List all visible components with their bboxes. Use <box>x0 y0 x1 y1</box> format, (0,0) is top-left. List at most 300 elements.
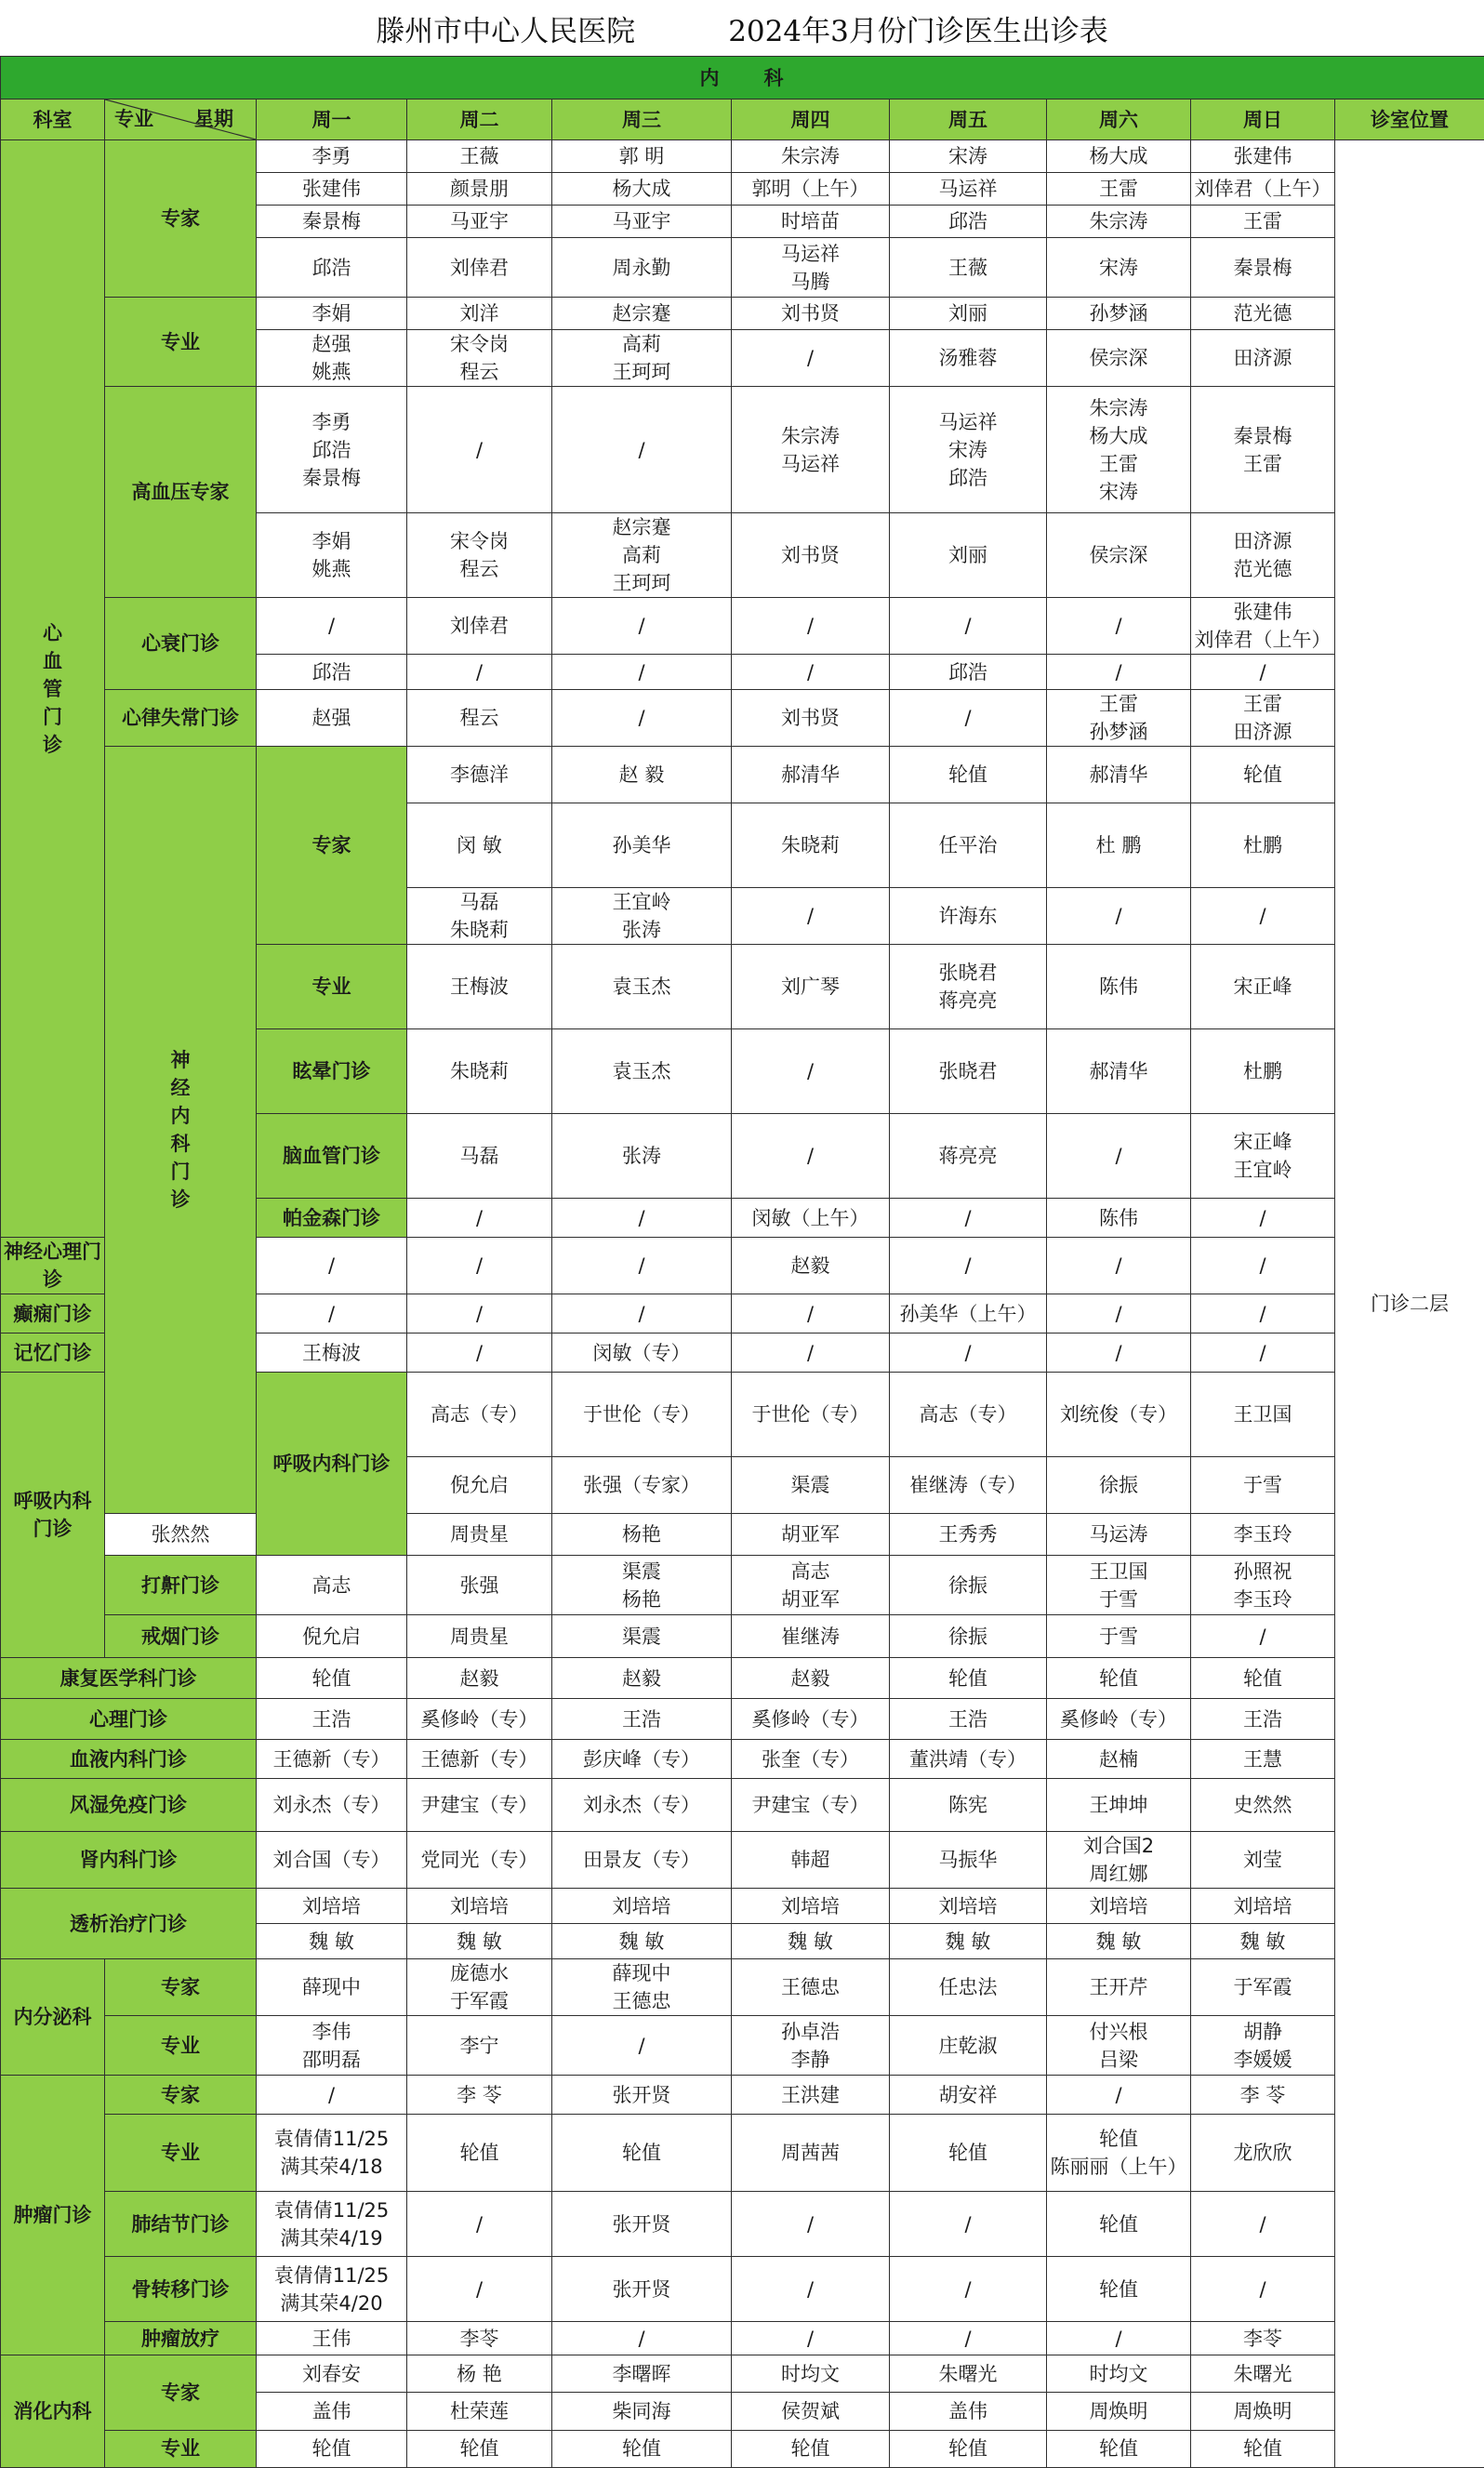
doctor-cell: 王坤坤 <box>1047 1779 1191 1832</box>
doctor-cell: 张建伟 <box>257 173 407 206</box>
doctor-cell: 许海东 <box>890 888 1047 945</box>
doctor-cell: 王梅波 <box>407 945 552 1029</box>
doctor-cell: 孙照祝 李玉玲 <box>1191 1556 1335 1615</box>
doctor-cell: 邱浩 <box>257 655 407 690</box>
doctor-cell: 高志 胡亚军 <box>732 1556 890 1615</box>
doctor-cell: 颜景朋 <box>407 173 552 206</box>
doctor-cell: 马磊 朱晓莉 <box>407 888 552 945</box>
doctor-cell: 李宁 <box>407 2016 552 2076</box>
schedule-row <box>1 690 1484 747</box>
doctor-cell: 郝清华 <box>732 747 890 803</box>
doctor-cell: / <box>407 1334 552 1373</box>
schedule-row <box>1 2430 1484 2467</box>
header-specialty: 专业 <box>114 105 153 133</box>
doctor-cell: 彭庆峰（专） <box>552 1740 732 1779</box>
doctor-cell: / <box>732 1294 890 1334</box>
doctor-cell: / <box>732 1334 890 1373</box>
doctor-cell: 王雷 <box>1047 173 1191 206</box>
department-name: 呼吸内科 门诊 <box>1 1373 105 1658</box>
doctor-cell: 轮值 <box>1047 2430 1191 2467</box>
specialty-name: 神经心理门诊 <box>1 1238 105 1294</box>
doctor-cell: 陈宪 <box>890 1779 1047 1832</box>
doctor-cell: 朱晓莉 <box>407 1029 552 1114</box>
header-day: 周六 <box>1047 100 1191 140</box>
doctor-cell: 李 苓 <box>407 2076 552 2115</box>
doctor-cell: 王德新（专） <box>407 1740 552 1779</box>
doctor-cell: 杜鹏 <box>1191 803 1335 888</box>
doctor-cell: / <box>1191 1615 1335 1658</box>
doctor-cell: 杨大成 <box>1047 140 1191 173</box>
doctor-cell: 任平治 <box>890 803 1047 888</box>
doctor-cell: 张涛 <box>552 1114 732 1199</box>
specialty-name: 记忆门诊 <box>1 1334 105 1373</box>
doctor-cell: 轮值 <box>257 1658 407 1699</box>
doctor-cell: 崔继涛 <box>732 1615 890 1658</box>
doctor-cell: 魏 敏 <box>1047 1924 1191 1959</box>
header-day: 周日 <box>1191 100 1335 140</box>
doctor-cell: 周焕明 <box>1191 2393 1335 2430</box>
doctor-cell: 刘培培 <box>890 1889 1047 1924</box>
doctor-cell: 张建伟 刘倖君（上午） <box>1191 598 1335 655</box>
department-name: 透析治疗门诊 <box>1 1889 257 1959</box>
doctor-cell: 周永勤 <box>552 238 732 298</box>
doctor-cell: 张然然 <box>105 1514 257 1556</box>
doctor-cell: / <box>890 598 1047 655</box>
header-dept: 科室 <box>1 100 105 140</box>
doctor-cell: 奚修岭（专） <box>407 1699 552 1740</box>
doctor-cell: 王梅波 <box>257 1334 407 1373</box>
specialty-name: 眩晕门诊 <box>257 1029 407 1114</box>
doctor-cell: 渠震 <box>732 1457 890 1514</box>
schedule-row <box>1 2257 1484 2322</box>
specialty-name: 呼吸内科门诊 <box>257 1373 407 1556</box>
doctor-cell: 孙卓浩 李静 <box>732 2016 890 2076</box>
doctor-cell: 柴同海 <box>552 2393 732 2430</box>
doctor-cell: / <box>407 1294 552 1334</box>
doctor-cell: 杨大成 <box>552 173 732 206</box>
doctor-cell: 田济源 <box>1191 330 1335 387</box>
specialty-name: 专家 <box>105 1959 257 2016</box>
schedule-row <box>1 298 1484 330</box>
doctor-cell: 李曙晖 <box>552 2355 732 2393</box>
schedule-row <box>1 387 1484 513</box>
doctor-cell: 刘永杰（专） <box>552 1779 732 1832</box>
doctor-cell: 朱宗涛 <box>732 140 890 173</box>
doctor-cell: 王薇 <box>407 140 552 173</box>
doctor-cell: 郭明（上午） <box>732 173 890 206</box>
doctor-cell: 袁玉杰 <box>552 1029 732 1114</box>
doctor-cell: 渠震 杨艳 <box>552 1556 732 1615</box>
doctor-cell: / <box>552 2016 732 2076</box>
doctor-cell: 马亚宇 <box>407 206 552 238</box>
doctor-cell: 轮值 <box>552 2430 732 2467</box>
doctor-cell: 徐振 <box>890 1615 1047 1658</box>
doctor-cell: / <box>890 2192 1047 2257</box>
doctor-cell: 党同光（专） <box>407 1832 552 1889</box>
doctor-cell: 王德新（专） <box>257 1740 407 1779</box>
department-name: 内分泌科 <box>1 1959 105 2076</box>
doctor-cell: 马运涛 <box>1047 1514 1191 1556</box>
doctor-cell: / <box>1047 2076 1191 2115</box>
doctor-cell: 魏 敏 <box>890 1924 1047 1959</box>
doctor-cell: 杜 鹏 <box>1047 803 1191 888</box>
doctor-cell: / <box>732 330 890 387</box>
specialty-name: 专业 <box>105 298 257 387</box>
schedule-row <box>1 1832 1484 1889</box>
specialty-name: 专业 <box>105 2115 257 2192</box>
doctor-cell: / <box>257 2076 407 2115</box>
specialty-name: 肿瘤放疗 <box>105 2322 257 2355</box>
doctor-cell: / <box>552 1294 732 1334</box>
doctor-cell: 赵毅 <box>732 1238 890 1294</box>
doctor-cell: 尹建宝（专） <box>407 1779 552 1832</box>
doctor-cell: 刘合国（专） <box>257 1832 407 1889</box>
doctor-cell: / <box>407 2257 552 2322</box>
doctor-cell: 秦景梅 王雷 <box>1191 387 1335 513</box>
doctor-cell: 侯宗深 <box>1047 330 1191 387</box>
doctor-cell: 赵毅 <box>732 1658 890 1699</box>
header-row <box>1 100 1484 140</box>
doctor-cell: 张开贤 <box>552 2192 732 2257</box>
doctor-cell: 盖伟 <box>890 2393 1047 2430</box>
doctor-cell: 范光德 <box>1191 298 1335 330</box>
doctor-cell: / <box>552 2322 732 2355</box>
doctor-cell: 轮值 <box>890 2430 1047 2467</box>
doctor-cell: 轮值 <box>552 2115 732 2192</box>
doctor-cell: 周焕明 <box>1047 2393 1191 2430</box>
doctor-cell: 轮值 <box>890 2115 1047 2192</box>
doctor-cell: / <box>890 690 1047 747</box>
doctor-cell: 刘丽 <box>890 298 1047 330</box>
schedule-row <box>1 1556 1484 1615</box>
doctor-cell: 刘莹 <box>1191 1832 1335 1889</box>
doctor-cell: 魏 敏 <box>552 1924 732 1959</box>
department-banner: 内 科 <box>1 57 1484 100</box>
doctor-cell: / <box>552 690 732 747</box>
doctor-cell: 赵毅 <box>407 1658 552 1699</box>
doctor-cell: 刘广琴 <box>732 945 890 1029</box>
schedule-row <box>1 140 1484 173</box>
doctor-cell: 李娟 <box>257 298 407 330</box>
doctor-cell: / <box>732 888 890 945</box>
doctor-cell: 高志 <box>257 1556 407 1615</box>
doctor-cell: / <box>1047 1114 1191 1199</box>
doctor-cell: 刘倖君（上午） <box>1191 173 1335 206</box>
schedule-row <box>1 1658 1484 1699</box>
doctor-cell: 刘培培 <box>552 1889 732 1924</box>
schedule-row <box>1 1615 1484 1658</box>
doctor-cell: 奚修岭（专） <box>732 1699 890 1740</box>
doctor-cell: 庞德水 于军霞 <box>407 1959 552 2016</box>
doctor-cell: 韩超 <box>732 1832 890 1889</box>
doctor-cell: 闵敏（专） <box>552 1334 732 1373</box>
doctor-cell: 田景友（专） <box>552 1832 732 1889</box>
doctor-cell: 周贵星 <box>407 1615 552 1658</box>
doctor-cell: 轮值 <box>1047 1658 1191 1699</box>
doctor-cell: 王浩 <box>552 1699 732 1740</box>
schedule-row <box>1 1779 1484 1832</box>
doctor-cell: 王慧 <box>1191 1740 1335 1779</box>
specialty-name: 脑血管门诊 <box>257 1114 407 1199</box>
doctor-cell: 薛现中 <box>257 1959 407 2016</box>
doctor-cell: / <box>1191 1294 1335 1334</box>
doctor-cell: 李勇 邱浩 秦景梅 <box>257 387 407 513</box>
doctor-cell: 宋涛 <box>890 140 1047 173</box>
doctor-cell: 赵强 <box>257 690 407 747</box>
doctor-cell: 闵 敏 <box>407 803 552 888</box>
schedule-table <box>0 56 1484 2468</box>
specialty-name: 专家 <box>257 747 407 945</box>
schedule-row <box>1 1889 1484 1924</box>
doctor-cell: 朱曙光 <box>890 2355 1047 2393</box>
doctor-cell: 赵宗蹇 <box>552 298 732 330</box>
doctor-cell: / <box>732 598 890 655</box>
doctor-cell: / <box>732 1114 890 1199</box>
doctor-cell: 赵楠 <box>1047 1740 1191 1779</box>
doctor-cell: 魏 敏 <box>1191 1924 1335 1959</box>
doctor-cell: / <box>257 598 407 655</box>
doctor-cell: 王薇 <box>890 238 1047 298</box>
doctor-cell: 董洪靖（专） <box>890 1740 1047 1779</box>
doctor-cell: / <box>1047 2322 1191 2355</box>
doctor-cell: 李伟 邵明磊 <box>257 2016 407 2076</box>
doctor-cell: 王卫国 <box>1191 1373 1335 1457</box>
doctor-cell: 王洪建 <box>732 2076 890 2115</box>
doctor-cell: 蒋亮亮 <box>890 1114 1047 1199</box>
schedule-row <box>1 1740 1484 1779</box>
doctor-cell: 轮值 <box>732 2430 890 2467</box>
doctor-cell: 胡静 李媛媛 <box>1191 2016 1335 2076</box>
doctor-cell: / <box>552 1199 732 1238</box>
doctor-cell: / <box>732 655 890 690</box>
doctor-cell: 宋正峰 王宜岭 <box>1191 1114 1335 1199</box>
doctor-cell: 刘培培 <box>407 1889 552 1924</box>
doctor-cell: 孙梦涵 <box>1047 298 1191 330</box>
doctor-cell: 杜荣莲 <box>407 2393 552 2430</box>
schedule-row <box>1 1514 1484 1556</box>
specialty-name: 帕金森门诊 <box>257 1199 407 1238</box>
doctor-cell: 张强（专家） <box>552 1457 732 1514</box>
specialty-name: 专业 <box>105 2430 257 2467</box>
doctor-cell: 朱曙光 <box>1191 2355 1335 2393</box>
doctor-cell: / <box>732 2257 890 2322</box>
doctor-cell: 袁倩倩11/25 满其荣4/19 <box>257 2192 407 2257</box>
doctor-cell: / <box>1191 1334 1335 1373</box>
schedule-row <box>1 1699 1484 1740</box>
clinic-location: 门诊二层 <box>1335 140 1484 2468</box>
doctor-cell: 李勇 <box>257 140 407 173</box>
doctor-cell: 轮值 <box>407 2430 552 2467</box>
doctor-cell: 王德忠 <box>732 1959 890 2016</box>
doctor-cell: / <box>1047 598 1191 655</box>
doctor-cell: 轮值 <box>1047 2257 1191 2322</box>
header-specialty-weekday <box>105 100 257 140</box>
specialty-name: 骨转移门诊 <box>105 2257 257 2322</box>
doctor-cell: 侯宗深 <box>1047 513 1191 598</box>
doctor-cell: 赵强 姚燕 <box>257 330 407 387</box>
doctor-cell: 郝清华 <box>1047 747 1191 803</box>
doctor-cell: 轮值 <box>257 2430 407 2467</box>
doctor-cell: 刘合国2 周红娜 <box>1047 1832 1191 1889</box>
department-banner-row <box>1 57 1484 100</box>
doctor-cell: 王浩 <box>1191 1699 1335 1740</box>
doctor-cell: 刘书贤 <box>732 690 890 747</box>
doctor-cell: 杨 艳 <box>407 2355 552 2393</box>
doctor-cell: / <box>552 1238 732 1294</box>
doctor-cell: 轮值 <box>1191 1658 1335 1699</box>
specialty-name: 心律失常门诊 <box>105 690 257 747</box>
schedule-row <box>1 1959 1484 2016</box>
doctor-cell: 胡安祥 <box>890 2076 1047 2115</box>
doctor-cell: 刘书贤 <box>732 298 890 330</box>
doctor-cell: / <box>890 1238 1047 1294</box>
doctor-cell: 李 苓 <box>1191 2076 1335 2115</box>
doctor-cell: 魏 敏 <box>257 1924 407 1959</box>
doctor-cell: 轮值 陈丽丽（上午） <box>1047 2115 1191 2192</box>
doctor-cell: 李玉玲 <box>1191 1514 1335 1556</box>
doctor-cell: 刘书贤 <box>732 513 890 598</box>
doctor-cell: 高志（专） <box>407 1373 552 1457</box>
doctor-cell: 宋令岗 程云 <box>407 513 552 598</box>
doctor-cell: 邱浩 <box>257 238 407 298</box>
header-day: 周二 <box>407 100 552 140</box>
doctor-cell: 张晓君 <box>890 1029 1047 1114</box>
doctor-cell: 张开贤 <box>552 2257 732 2322</box>
department-name: 肾内科门诊 <box>1 1832 257 1889</box>
doctor-cell: 王伟 <box>257 2322 407 2355</box>
doctor-cell: 李德洋 <box>407 747 552 803</box>
doctor-cell: 闵敏（上午） <box>732 1199 890 1238</box>
department-name: 消化内科 <box>1 2355 105 2468</box>
doctor-cell: 时培苗 <box>732 206 890 238</box>
doctor-cell: 刘洋 <box>407 298 552 330</box>
specialty-name: 专家 <box>105 140 257 298</box>
doctor-cell: 奚修岭（专） <box>1047 1699 1191 1740</box>
doctor-cell: 时均文 <box>1047 2355 1191 2393</box>
doctor-cell: 王雷 <box>1191 206 1335 238</box>
doctor-cell: 史然然 <box>1191 1779 1335 1832</box>
doctor-cell: / <box>732 2192 890 2257</box>
doctor-cell: 孙美华（上午） <box>890 1294 1047 1334</box>
doctor-cell: 李苓 <box>407 2322 552 2355</box>
header-day: 周四 <box>732 100 890 140</box>
hospital-name: 滕州市中心人民医院 <box>376 7 635 49</box>
doctor-cell: / <box>1047 888 1191 945</box>
doctor-cell: 宋涛 <box>1047 238 1191 298</box>
schedule-row <box>1 2322 1484 2355</box>
doctor-cell: 付兴根 吕梁 <box>1047 2016 1191 2076</box>
doctor-cell: 刘统俊（专） <box>1047 1373 1191 1457</box>
schedule-row <box>1 2355 1484 2393</box>
doctor-cell: 秦景梅 <box>1191 238 1335 298</box>
doctor-cell: 郭 明 <box>552 140 732 173</box>
header-day: 周三 <box>552 100 732 140</box>
doctor-cell: 崔继涛（专） <box>890 1457 1047 1514</box>
department-name: 心理门诊 <box>1 1699 257 1740</box>
doctor-cell: 杜鹏 <box>1191 1029 1335 1114</box>
doctor-cell: 张开贤 <box>552 2076 732 2115</box>
doctor-cell: 宋令岗 程云 <box>407 330 552 387</box>
schedule-name: 2024年3月份门诊医生出诊表 <box>728 7 1108 49</box>
doctor-cell: 周贵星 <box>407 1514 552 1556</box>
doctor-cell: / <box>552 655 732 690</box>
schedule-row <box>1 2016 1484 2076</box>
doctor-cell: 袁玉杰 <box>552 945 732 1029</box>
doctor-cell: 于军霞 <box>1191 1959 1335 2016</box>
doctor-cell: 魏 敏 <box>732 1924 890 1959</box>
doctor-cell: 陈伟 <box>1047 1199 1191 1238</box>
doctor-cell: 王雷 孙梦涵 <box>1047 690 1191 747</box>
specialty-name: 打鼾门诊 <box>105 1556 257 1615</box>
doctor-cell: / <box>1191 2192 1335 2257</box>
doctor-cell: 张奎（专） <box>732 1740 890 1779</box>
doctor-cell: 轮值 <box>890 1658 1047 1699</box>
doctor-cell: 周茜茜 <box>732 2115 890 2192</box>
specialty-name: 癫痫门诊 <box>1 1294 105 1334</box>
doctor-cell: / <box>890 2257 1047 2322</box>
doctor-cell: 于雪 <box>1191 1457 1335 1514</box>
doctor-cell: 程云 <box>407 690 552 747</box>
specialty-name: 专业 <box>105 2016 257 2076</box>
doctor-cell: 赵 毅 <box>552 747 732 803</box>
doctor-cell: 朱宗涛 马运祥 <box>732 387 890 513</box>
doctor-cell: 张晓君 蒋亮亮 <box>890 945 1047 1029</box>
doctor-cell: / <box>257 1238 407 1294</box>
doctor-cell: / <box>257 1294 407 1334</box>
doctor-cell: 刘培培 <box>257 1889 407 1924</box>
doctor-cell: 张建伟 <box>1191 140 1335 173</box>
department-name: 肿瘤门诊 <box>1 2076 105 2355</box>
doctor-cell: 秦景梅 <box>257 206 407 238</box>
specialty-name: 肺结节门诊 <box>105 2192 257 2257</box>
doctor-cell: / <box>407 1199 552 1238</box>
doctor-cell: 马磊 <box>407 1114 552 1199</box>
doctor-cell: 赵宗蹇 高莉 王珂珂 <box>552 513 732 598</box>
department-name: 血液内科门诊 <box>1 1740 257 1779</box>
doctor-cell: 马运祥 宋涛 邱浩 <box>890 387 1047 513</box>
doctor-cell: 袁倩倩11/25 满其荣4/20 <box>257 2257 407 2322</box>
doctor-cell: 轮值 <box>890 747 1047 803</box>
doctor-cell: 于世伦（专） <box>552 1373 732 1457</box>
doctor-cell: 朱宗涛 <box>1047 206 1191 238</box>
department-name: 神 经 内 科 门 诊 <box>105 747 257 1514</box>
doctor-cell: / <box>1191 2257 1335 2322</box>
department-name: 风湿免疫门诊 <box>1 1779 257 1832</box>
doctor-cell: 孙美华 <box>552 803 732 888</box>
doctor-cell: 王宜岭 张涛 <box>552 888 732 945</box>
doctor-cell: / <box>732 1029 890 1114</box>
doctor-cell: 汤雅蓉 <box>890 330 1047 387</box>
doctor-cell: 李娟 姚燕 <box>257 513 407 598</box>
doctor-cell: 宋正峰 <box>1191 945 1335 1029</box>
doctor-cell: 王浩 <box>257 1699 407 1740</box>
doctor-cell: 刘春安 <box>257 2355 407 2393</box>
doctor-cell: / <box>1047 1238 1191 1294</box>
department-name: 康复医学科门诊 <box>1 1658 257 1699</box>
doctor-cell: 于雪 <box>1047 1615 1191 1658</box>
doctor-cell: 轮值 <box>1047 2192 1191 2257</box>
specialty-name: 专业 <box>257 945 407 1029</box>
doctor-cell: / <box>890 2322 1047 2355</box>
doctor-cell: / <box>1191 1238 1335 1294</box>
specialty-name: 专家 <box>105 2076 257 2115</box>
doctor-cell: 王秀秀 <box>890 1514 1047 1556</box>
schedule-row <box>1 2192 1484 2257</box>
schedule-row <box>1 2115 1484 2192</box>
doctor-cell: 李苓 <box>1191 2322 1335 2355</box>
specialty-name: 戒烟门诊 <box>105 1615 257 1658</box>
doctor-cell: 于世伦（专） <box>732 1373 890 1457</box>
